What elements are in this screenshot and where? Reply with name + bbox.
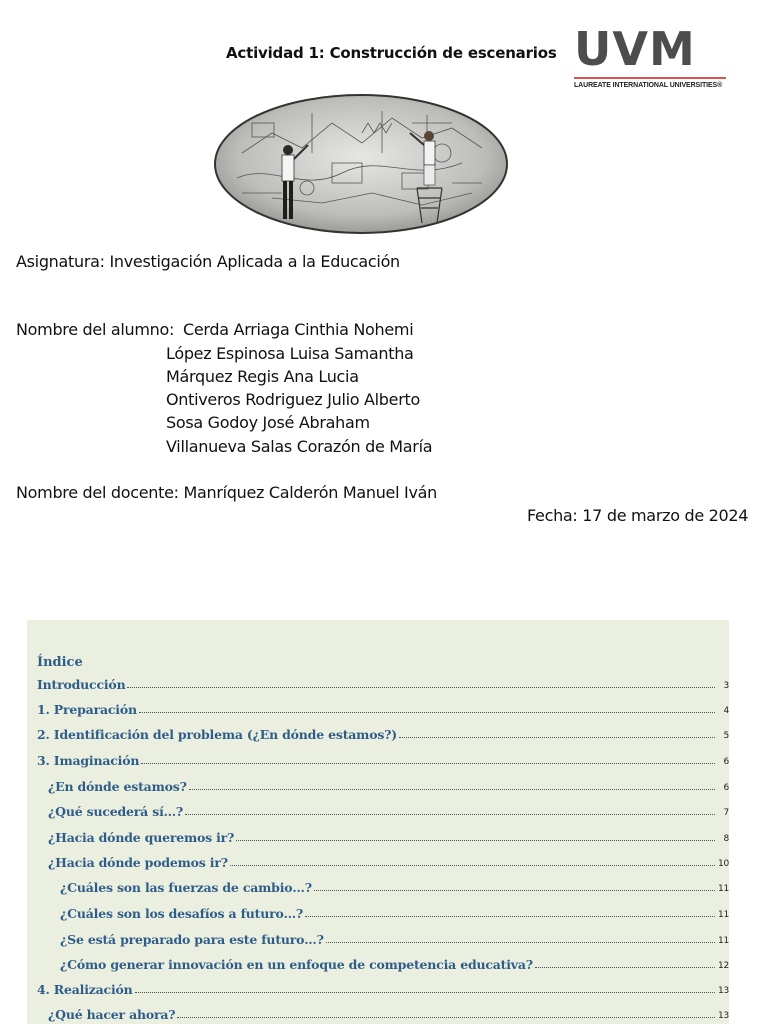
whiteboard-illustration: [212, 93, 510, 235]
toc-entry[interactable]: [48, 827, 729, 845]
toc-leader: [185, 813, 715, 815]
toc-entry[interactable]: [60, 929, 729, 947]
toc-leader: [326, 941, 715, 943]
toc-leader: [399, 736, 715, 738]
toc-entry-title: Introducción: [37, 677, 126, 692]
toc-leader: [189, 788, 715, 790]
toc-entry[interactable]: [37, 979, 729, 997]
toc-entry-page: 11: [717, 936, 729, 946]
toc-entry-page: 13: [717, 986, 729, 996]
uvm-logo: [574, 22, 730, 92]
toc-entry[interactable]: [60, 954, 729, 972]
toc-entry-page: 7: [723, 808, 729, 818]
toc-leader: [139, 711, 715, 713]
toc-leader: [135, 991, 715, 993]
toc-entry-title: 4. Realización: [37, 982, 133, 997]
toc-leader: [236, 839, 715, 841]
table-of-contents: [27, 620, 729, 1024]
toc-entry[interactable]: [37, 699, 729, 717]
toc-leader: [230, 864, 715, 866]
date-line: Fecha: 17 de marzo de 2024: [527, 506, 749, 525]
toc-entry-title: ¿Qué hacer ahora?: [48, 1007, 176, 1022]
toc-entry[interactable]: [48, 1004, 729, 1022]
toc-entry[interactable]: [48, 776, 729, 794]
toc-entry[interactable]: [37, 750, 729, 768]
toc-entry[interactable]: [48, 801, 729, 819]
teacher-line: Nombre del docente: Manríquez Calderón Manuel Iván: [16, 483, 437, 502]
toc-entry[interactable]: [48, 852, 729, 870]
toc-leader: [535, 966, 715, 968]
toc-entry-title: ¿Qué sucederá sí…?: [48, 804, 184, 819]
toc-entry-page: 3: [723, 681, 729, 691]
toc-leader: [314, 889, 715, 891]
toc-entry-page: 12: [717, 961, 729, 971]
toc-entry-page: 6: [723, 783, 729, 793]
toc-entry-title: ¿En dónde estamos?: [48, 779, 187, 794]
logo-letters: UVM: [574, 22, 696, 76]
toc-leader: [305, 915, 715, 917]
toc-entry-page: 11: [717, 884, 729, 894]
toc-entry-page: 8: [723, 834, 729, 844]
toc-leader: [141, 762, 715, 764]
student-name: Cerda Arriaga Cinthia Nohemi: [183, 320, 414, 339]
toc-entry[interactable]: [37, 724, 729, 742]
toc-entry-page: 6: [723, 757, 729, 767]
toc-leader: [127, 686, 715, 688]
subject-line: Asignatura: Investigación Aplicada a la Educación: [16, 252, 400, 271]
toc-entry[interactable]: [37, 674, 729, 692]
toc-entry-page: 11: [717, 910, 729, 920]
toc-entry-title: ¿Se está preparado para este futuro…?: [60, 932, 324, 947]
toc-entry-page: 4: [723, 706, 729, 716]
toc-leader: [177, 1016, 715, 1018]
toc-entry-title: 1. Preparación: [37, 702, 137, 717]
toc-entry-title: 3. Imaginación: [37, 753, 140, 768]
toc-heading: Índice: [37, 655, 83, 670]
toc-entry-page: 10: [717, 859, 729, 869]
toc-entry-title: ¿Hacia dónde queremos ir?: [48, 830, 235, 845]
student-name: Villanueva Salas Corazón de María: [166, 437, 433, 456]
toc-entry[interactable]: [60, 877, 729, 895]
toc-entry-page: 5: [723, 731, 729, 741]
toc-entry-page: 13: [717, 1011, 729, 1021]
logo-tagline: LAUREATE INTERNATIONAL UNIVERSITIES®: [574, 82, 723, 89]
student-name: Sosa Godoy José Abraham: [166, 413, 370, 432]
student-name: López Espinosa Luisa Samantha: [166, 344, 414, 363]
toc-entry-title: ¿Cuáles son los desafíos a futuro…?: [60, 906, 304, 921]
student-name: Ontiveros Rodriguez Julio Alberto: [166, 390, 420, 409]
toc-entry[interactable]: [60, 903, 729, 921]
toc-entry-title: ¿Cuáles son las fuerzas de cambio…?: [60, 880, 312, 895]
logo-underline: [574, 77, 726, 79]
student-name: Márquez Regis Ana Lucia: [166, 367, 359, 386]
toc-entry-title: ¿Cómo generar innovación en un enfoque de competencia educativa?: [60, 957, 533, 972]
students-label: Nombre del alumno:: [16, 320, 175, 339]
toc-entry-title: 2. Identificación del problema (¿En dónde estamos?): [37, 727, 398, 742]
toc-entry-title: ¿Hacia dónde podemos ir?: [48, 855, 228, 870]
document-title: Actividad 1: Construcción de escenarios: [226, 44, 557, 62]
